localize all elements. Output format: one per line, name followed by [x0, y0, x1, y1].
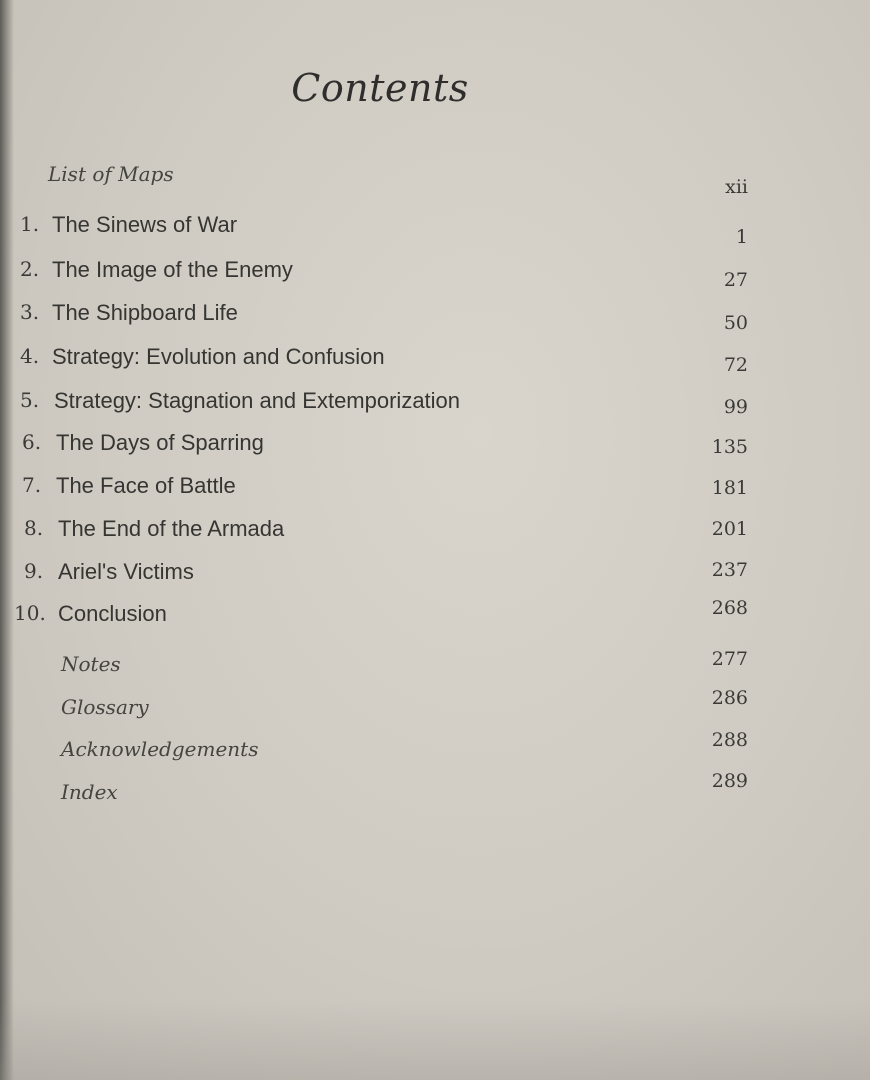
toc-entry-chapter-4: [0, 344, 870, 374]
toc-entry-page: 288: [711, 729, 748, 751]
toc-entry-index: [0, 770, 870, 810]
chapter-number: 3.: [20, 300, 40, 324]
toc-entry-label: Acknowledgements: [61, 737, 259, 761]
toc-entry-page: 277: [711, 648, 748, 670]
toc-entry-chapter-8: [0, 516, 870, 546]
chapter-page: 1: [735, 226, 748, 248]
chapter-number: 8.: [24, 516, 44, 540]
toc-entry-page: 289: [711, 770, 748, 792]
page-title: Contents: [291, 66, 469, 110]
toc-entry-page: 286: [711, 687, 748, 709]
chapter-title: The Image of the Enemy: [52, 257, 293, 282]
toc-entry-label: Index: [61, 780, 118, 804]
toc-entry-glossary: [0, 687, 870, 725]
chapter-title: The Sinews of War: [52, 212, 238, 237]
toc-entry-label: Glossary: [61, 695, 149, 719]
chapter-title: The Face of Battle: [56, 473, 236, 498]
chapter-number: 10.: [14, 601, 46, 625]
toc-entry-chapter-7: [0, 473, 870, 503]
toc-entry-list-of-maps: [0, 162, 870, 198]
toc-entry-label: List of Maps: [48, 162, 174, 186]
toc-entry-chapter-10: [0, 597, 870, 631]
toc-entry-acknowledgements: [0, 729, 870, 767]
chapter-page: 50: [723, 312, 748, 334]
chapter-page: 27: [723, 269, 748, 291]
chapter-page: 72: [723, 354, 748, 376]
chapter-page: 237: [711, 559, 748, 581]
toc-entry-chapter-1: [0, 212, 870, 248]
chapter-number: 9.: [24, 559, 44, 583]
chapter-number: 6.: [22, 430, 42, 454]
chapter-title: The Shipboard Life: [52, 300, 238, 325]
chapter-title: Strategy: Stagnation and Extemporization: [54, 388, 461, 413]
chapter-title: Strategy: Evolution and Confusion: [52, 344, 385, 369]
chapter-page: 99: [723, 396, 748, 418]
chapter-title: The Days of Sparring: [56, 430, 264, 455]
chapter-page: 181: [711, 477, 748, 499]
chapter-number: 7.: [22, 473, 42, 497]
chapter-number: 1.: [20, 212, 40, 236]
chapter-page: 201: [711, 518, 748, 540]
toc-entry-chapter-6: [0, 430, 870, 460]
toc-entry-chapter-9: [0, 559, 870, 589]
chapter-title: The End of the Armada: [58, 516, 285, 541]
toc-entry-chapter-3: [0, 300, 870, 334]
chapter-page: 135: [711, 436, 748, 458]
toc-entry-label: Notes: [61, 652, 121, 676]
toc-entry-chapter-5: [0, 388, 870, 418]
chapter-number: 2.: [20, 257, 40, 281]
chapter-title: Conclusion: [58, 601, 167, 626]
chapter-title: Ariel's Victims: [58, 559, 194, 584]
toc-entry-page: xii: [725, 176, 748, 198]
chapter-page: 268: [711, 597, 748, 619]
toc-entry-chapter-2: [0, 257, 870, 291]
chapter-number: 4.: [20, 344, 40, 368]
toc-entry-notes: [0, 648, 870, 682]
chapter-number: 5.: [20, 388, 40, 412]
